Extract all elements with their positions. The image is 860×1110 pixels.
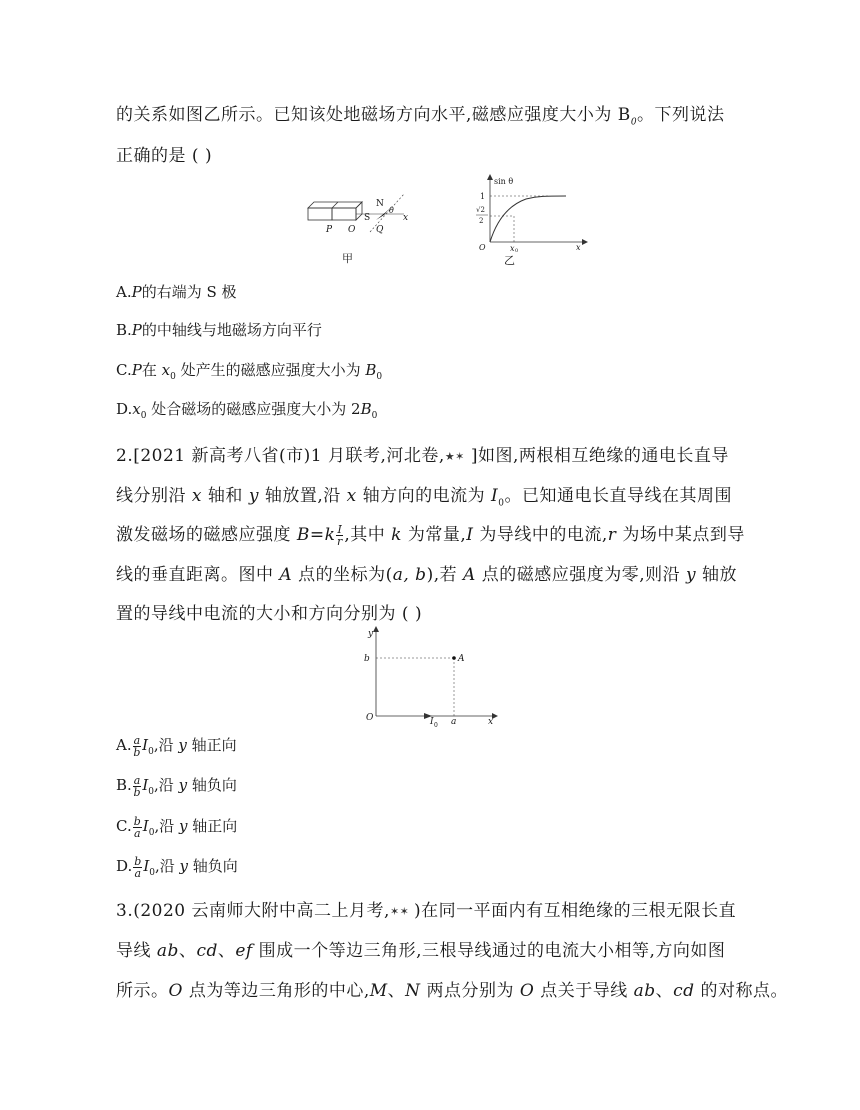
q2-l4-A2: A — [463, 565, 476, 585]
q2-l3-k2: k — [391, 525, 402, 545]
q1-option-a-label: A. — [116, 283, 132, 301]
q2-opt-d-text2: 轴负向 — [188, 857, 238, 875]
q1-option-b-var: P — [131, 321, 142, 339]
fig-q2-A-label: A — [458, 654, 465, 664]
q2-opt-a-den: b — [133, 745, 141, 759]
q2-line-3 — [116, 520, 745, 547]
q2-l2b: 轴和 — [202, 486, 249, 506]
q1-option-d-b: B — [360, 400, 372, 418]
fig-yi-o-label: O — [479, 243, 486, 252]
q2-l4-A: A — [279, 565, 293, 585]
q1-line-1-end: 。下列说法 — [637, 105, 725, 125]
difficulty-star-icon-2: ✶✶ — [389, 905, 410, 918]
q1-option-b-text: 的中轴线与地磁场方向平行 — [141, 321, 322, 339]
q3-l1b: )在同一平面内有互相绝缘的三根无限长直 — [413, 901, 737, 921]
q2-opt-b-den: b — [133, 785, 141, 799]
q2-l2d: 轴方向的电流为 — [356, 486, 492, 506]
q2-opt-b-text: ,沿 — [154, 776, 179, 794]
formula-fraction — [336, 524, 343, 547]
q2-option-b — [116, 774, 237, 798]
q1-option-b — [116, 319, 322, 340]
q1-line-1 — [116, 100, 725, 127]
q3-line-2 — [116, 936, 725, 961]
q2-l3b: ,其中 — [344, 525, 392, 545]
q3-l3g: 的对称点。 — [694, 981, 788, 1001]
q2-line-1-end: ]如图,两根相互绝缘的通电长直导 — [470, 446, 729, 466]
q2-line-5: 置的导线中电流的大小和方向分别为 ( ) — [116, 604, 423, 624]
q2-opt-a-i: I — [142, 736, 149, 754]
q2-line-4 — [116, 560, 737, 585]
q2-l4e: 轴放 — [696, 565, 738, 585]
fig-jia-q-label: Q — [376, 225, 384, 235]
q3-l2b: 、 — [178, 941, 197, 961]
fig-q2-I0-sub: 0 — [434, 722, 438, 729]
q2-option-d — [116, 855, 238, 879]
q2-l2-x: x — [191, 486, 202, 506]
q1-option-d-x0-sub: 0 — [140, 411, 147, 421]
q2-l3c: 为常量, — [401, 525, 467, 545]
q2-option-c — [116, 815, 237, 839]
figure-jia-drawing — [300, 190, 430, 250]
fig-q2-b-label: b — [364, 654, 370, 664]
q1-option-c-b-sub: 0 — [376, 372, 383, 382]
figure-yi-caption: 乙 — [504, 254, 515, 267]
q1-option-a-var: P — [131, 283, 142, 301]
q1-option-c-label: C. — [116, 361, 132, 379]
q2-l3-eq: = — [309, 525, 325, 545]
q2-l2a: 线分别沿 — [116, 486, 192, 506]
fig-q2-I0-label: I — [430, 717, 434, 727]
q2-opt-b-frac — [133, 775, 142, 798]
q3-l2c: 、 — [217, 941, 236, 961]
figure-yi — [470, 172, 590, 270]
q1-option-c-mid: 在 — [141, 361, 162, 379]
q3-l1a: 3.(2020 云南师大附中高二上月考, — [116, 901, 390, 921]
q1-line-1-text: 的关系如图乙所示。已知该处地磁场方向水平,磁感应强度大小为 B — [116, 105, 631, 125]
q2-opt-d-num: b — [134, 854, 142, 868]
q2-opt-a-isub: 0 — [148, 747, 154, 757]
fig-yi-x-label: x — [576, 243, 581, 252]
fig-jia-o-label: O — [348, 225, 356, 235]
q3-l2-ab: ab — [156, 941, 179, 961]
fig-q2-O-label: O — [366, 713, 374, 723]
q2-l3-i: I — [466, 525, 474, 545]
figure-jia-caption: 甲 — [342, 252, 353, 265]
q1-option-d-label: D. — [116, 400, 133, 418]
figure-q2 — [362, 624, 502, 730]
q2-opt-b-num: a — [133, 773, 141, 787]
q3-l3f: 、 — [655, 981, 674, 1001]
q2-l3a: 激发磁场的磁感应强度 — [116, 525, 297, 545]
q1-option-d — [116, 398, 377, 421]
q1-option-c-x0: x — [161, 361, 171, 379]
q2-l3-k: k — [324, 525, 336, 545]
q2-l4c: ),若 — [426, 565, 464, 585]
q2-opt-c-i: I — [142, 817, 149, 835]
q3-line-3 — [116, 976, 788, 1001]
q2-opt-a-y: y — [178, 736, 187, 754]
fig-jia-n-label: N — [376, 199, 384, 209]
q1-option-c-b: B — [365, 361, 377, 379]
q2-opt-c-y: y — [178, 817, 188, 835]
q1-line-2: 正确的是 ( ) — [116, 146, 213, 166]
q2-line-2 — [116, 481, 732, 508]
q1-option-a-text: 的右端为 S 极 — [141, 283, 237, 301]
q3-l3-M: M — [369, 981, 388, 1001]
q2-l4-y: y — [686, 565, 697, 585]
q2-l4-ab: a, b — [392, 565, 427, 585]
figure-q2-drawing — [362, 624, 502, 730]
q2-l3d: 为导线中的电流, — [473, 525, 608, 545]
q2-opt-c-frac — [133, 816, 142, 839]
q2-opt-d-i: I — [143, 857, 150, 875]
fig-jia-theta-label: θ — [389, 206, 394, 215]
figure-jia — [300, 190, 430, 270]
q2-l2-isub: 0 — [498, 498, 505, 509]
q2-opt-d-frac — [133, 856, 142, 879]
q1-option-c — [116, 359, 382, 382]
q3-l3-ab: ab — [633, 981, 656, 1001]
q2-opt-c-den: a — [133, 826, 141, 840]
q2-l2-i: I — [491, 486, 499, 506]
q3-l2a: 导线 — [116, 941, 157, 961]
q1-option-c-text: 处产生的磁感应强度大小为 — [175, 361, 366, 379]
q2-l4b: 点的坐标为( — [292, 565, 393, 585]
q1-option-c-var: P — [131, 361, 142, 379]
q2-line-1-text: 2.[2021 新高考八省(市)1 月联考,河北卷, — [116, 446, 445, 466]
q2-opt-a-label: A. — [116, 736, 132, 754]
q3-l3b: 点为等边三角形的中心, — [182, 981, 370, 1001]
q2-l3-b: B — [296, 525, 310, 545]
q3-l3-cd: cd — [673, 981, 695, 1001]
q2-l4d: 点的磁感应强度为零,则沿 — [475, 565, 687, 585]
q2-l2e: 。已知通电长直导线在其周围 — [504, 486, 732, 506]
q2-opt-d-isub: 0 — [149, 868, 155, 878]
fig-q2-x-label: x — [488, 717, 494, 727]
q2-option-a — [116, 734, 237, 758]
q2-opt-c-text: ,沿 — [154, 817, 179, 835]
q2-opt-d-y: y — [179, 857, 189, 875]
fig-q2-a-label: a — [451, 717, 457, 727]
q3-l3d: 两点分别为 — [420, 981, 520, 1001]
q3-l3-O: O — [168, 981, 183, 1001]
q2-opt-d-label: D. — [116, 857, 133, 875]
q3-l3c: 、 — [387, 981, 406, 1001]
q3-l3-O2: O — [519, 981, 535, 1001]
q2-opt-d-text: ,沿 — [154, 857, 180, 875]
q2-opt-c-num: b — [133, 814, 141, 828]
q2-line-1 — [116, 441, 729, 466]
q2-l3e: 为场中某点到导 — [616, 525, 745, 545]
fig-jia-s-label: S — [364, 213, 371, 223]
formula-den: r — [337, 535, 343, 548]
q1-option-b-label: B. — [116, 321, 132, 339]
q2-opt-a-num: a — [133, 733, 141, 747]
q1-option-d-x0: x — [132, 400, 141, 418]
q3-l2-ef: ef — [235, 941, 253, 961]
q2-l2-y: y — [248, 486, 259, 506]
q3-l3e: 点关于导线 — [534, 981, 634, 1001]
q2-opt-b-i: I — [142, 776, 149, 794]
q2-l3-r: r — [607, 525, 617, 545]
q1-option-c-x0-sub: 0 — [170, 372, 176, 382]
fig-yi-one-label: 1 — [480, 192, 486, 201]
fig-yi-y-label: sin θ — [494, 177, 514, 186]
q2-opt-a-frac — [133, 735, 142, 758]
q2-l2-x2: x — [346, 486, 357, 506]
q2-opt-c-text2: 轴正向 — [187, 817, 238, 835]
fig-yi-x0-label: x — [510, 244, 515, 252]
q1-option-d-text: 处合磁场的磁感应强度大小为 2 — [146, 400, 361, 418]
q3-line-1 — [116, 896, 736, 921]
fig-yi-x0-sub: 0 — [515, 248, 519, 252]
q2-opt-c-isub: 0 — [148, 828, 155, 838]
q3-l2-cd: cd — [196, 941, 218, 961]
q3-l2d: 围成一个等边三角形,三根导线通过的电流大小相等,方向如图 — [252, 941, 726, 961]
q2-opt-a-text: ,沿 — [153, 736, 179, 754]
q2-opt-d-den: a — [134, 866, 142, 880]
q2-opt-b-y: y — [178, 776, 188, 794]
figure-yi-drawing — [470, 172, 590, 252]
q2-l4a: 线的垂直距离。图中 — [116, 565, 280, 585]
q2-opt-b-text2: 轴负向 — [187, 776, 237, 794]
q2-opt-c-label: C. — [116, 817, 132, 835]
fig-q2-y-label: y — [368, 629, 374, 639]
fig-jia-x-label: x — [403, 213, 409, 223]
q1-option-d-b-sub: 0 — [371, 411, 378, 421]
fig-jia-p-label: P — [326, 225, 333, 235]
q3-l3a: 所示。 — [116, 981, 169, 1001]
fig-yi-sqrt2-label: √2 — [476, 206, 485, 214]
formula-num: I — [337, 523, 343, 536]
q2-opt-b-isub: 0 — [148, 787, 155, 797]
q1-option-a — [116, 281, 237, 302]
q2-opt-b-label: B. — [116, 776, 132, 794]
fig-yi-two-label: 2 — [479, 217, 484, 225]
q3-l3-N: N — [405, 981, 421, 1001]
q2-l2c: 轴放置,沿 — [258, 486, 347, 506]
q1-b0-sub: 0 — [630, 117, 638, 128]
difficulty-star-icon: ★✶ — [444, 450, 465, 463]
q2-opt-a-text2: 轴正向 — [186, 736, 237, 754]
